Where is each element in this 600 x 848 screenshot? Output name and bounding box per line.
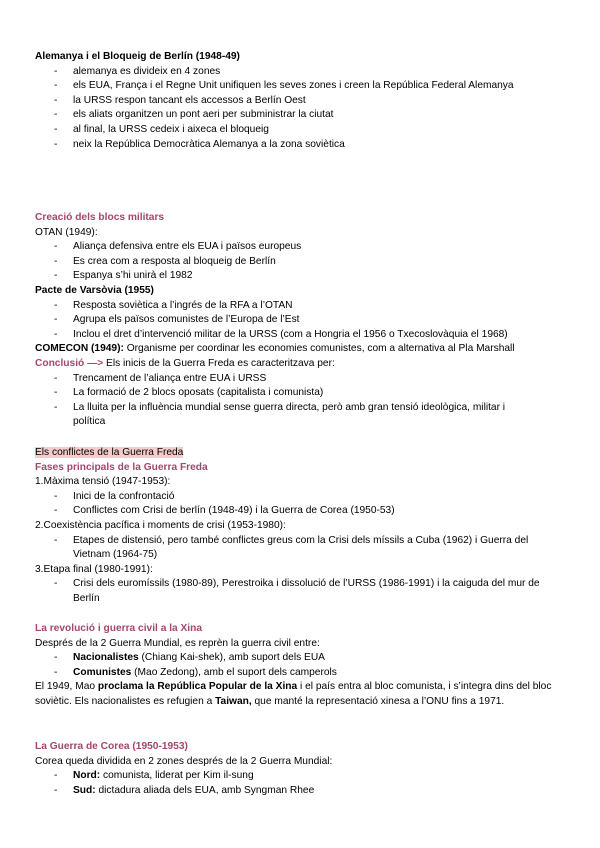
- section-berlin: [35, 50, 575, 152]
- bullet-dash: -: [54, 784, 58, 796]
- conclusio-text: Els inicis de la Guerra Freda es caracteritzava per:: [103, 357, 335, 369]
- bullet-dash: -: [54, 578, 58, 590]
- bullet-dash: -: [54, 401, 58, 413]
- xina-intro: Després de la 2 Guerra Mundial, es reprèn la guerra civil entre:: [35, 637, 320, 649]
- list-phase2: [35, 534, 575, 563]
- bullet-dash: -: [54, 328, 58, 340]
- heading-corea: La Guerra de Corea (1950-1953): [35, 741, 188, 752]
- bullet-dash: -: [54, 666, 58, 678]
- bullet-dash: -: [54, 505, 58, 517]
- bullet-dash: -: [54, 270, 58, 282]
- bullet-dash: -: [54, 652, 58, 664]
- list-item: - Aliança defensiva entre els EUA i països europeus: [35, 240, 575, 255]
- label-phase1: 1.Màxima tensió (1947-1953):: [35, 476, 171, 488]
- list-item: - Conflictes com Crisi de berlín (1948-49) i la Guerra de Corea (1950-53): [35, 504, 575, 519]
- list-item: - els aliats organitzen un pont aeri per subministrar la ciutat: [35, 108, 575, 123]
- section-blocs: [35, 211, 575, 430]
- section-conflictes: [35, 446, 575, 607]
- conclusio-line: [35, 357, 575, 372]
- bullet-dash: -: [54, 241, 58, 253]
- heading-fases: Fases principals de la Guerra Freda: [35, 461, 208, 473]
- corea-intro: Corea queda dividida en 2 zones després de la 2 Guerra Mundial:: [35, 755, 333, 767]
- list-item: - La lluita per la influència mundial sense guerra directa, però amb gran tensió ideològica, militar i política: [54, 401, 506, 428]
- label-phase3: 3.Etapa final (1980-1991):: [35, 563, 153, 575]
- label-conclusio: Conclusió —>: [35, 357, 104, 369]
- section-corea: [35, 740, 575, 798]
- list-item: - al final, la URSS cedeix i aixeca el bloqueig: [35, 123, 575, 138]
- bullet-dash: -: [54, 770, 58, 782]
- heading-blocs: Creació dels blocs militars: [35, 212, 165, 223]
- bullet-dash: -: [54, 299, 58, 311]
- label-phase2: 2.Coexistència pacífica i moments de crisi (1953-1980):: [35, 519, 286, 531]
- list-item: - Es crea com a resposta al bloqueig de Berlín: [35, 255, 575, 270]
- list-conclusio: [35, 372, 575, 430]
- bullet-dash: -: [54, 534, 58, 546]
- list-item: - Crisi dels euromíssils (1980-89), Perestroika i dissolució de l’URSS (1986-1991) i la caiguda del mur de Berlín: [54, 578, 540, 604]
- bullet-dash: -: [54, 387, 58, 399]
- heading-berlin: Alemanya i el Bloqueig de Berlín (1948-49): [35, 51, 240, 62]
- bullet-dash: -: [54, 255, 58, 267]
- list-item: - Resposta soviètica a l’ingrés de la RFA a l’OTAN: [35, 299, 575, 314]
- bullet-dash: -: [54, 138, 58, 150]
- highlight-conflictes: Els conflictes de la Guerra Freda: [35, 447, 184, 458]
- list-item: - neix la República Democràtica Alemanya a la zona soviètica: [35, 138, 575, 153]
- list-item: - Nacionalistes (Chiang Kai-shek), amb suport dels EUA: [35, 651, 575, 666]
- list-xina: [35, 651, 575, 680]
- bullet-dash: -: [54, 314, 58, 326]
- list-item: - Comunistes (Mao Zedong), amb el suport dels camperols: [35, 666, 575, 681]
- bullet-dash: -: [54, 94, 58, 106]
- list-item: - Trencament de l’aliança entre EUA i URSS: [35, 372, 575, 387]
- list-corea: [35, 769, 575, 798]
- label-otan: OTAN (1949):: [35, 226, 98, 238]
- list-item: - els EUA, França i el Regne Unit unifiquen les seves zones i creen la República Federal Alemanya: [35, 79, 575, 94]
- bullet-dash: -: [54, 65, 58, 77]
- list-berlin: [35, 65, 575, 153]
- xina-paragraph: El 1949, Mao proclama la República Popular de la Xina i el país entra al bloc comunista, i s’integra dins del bloc soviètic. Els nacionalistes es refugien a Taiwan, que manté la representació xinesa a l’ONU fins a 1971.: [35, 681, 552, 707]
- bullet-dash: -: [54, 123, 58, 135]
- list-item: - Inici de la confrontació: [35, 490, 575, 505]
- list-otan: [35, 240, 575, 284]
- bullet-dash: -: [54, 109, 58, 121]
- list-phase1: [35, 490, 575, 519]
- section-xina: [35, 622, 575, 710]
- list-item: - La formació de 2 blocs oposats (capitalista i comunista): [35, 386, 575, 401]
- list-item: - la URSS respon tancant els accessos a Berlín Oest: [35, 94, 575, 109]
- bullet-dash: -: [54, 490, 58, 502]
- list-item: - Etapes de distensió, pero també conflictes greus com la Crisi dels míssils a Cuba (1962) i Guerra del Vietnam (1964-75): [54, 534, 529, 561]
- heading-xina: La revolució i guerra civil a la Xina: [35, 623, 203, 634]
- list-item: - Nord: comunista, liderat per Kim il-sung: [35, 769, 575, 784]
- list-item: - Sud: dictadura aliada dels EUA, amb Syngman Rhee: [35, 784, 575, 799]
- comecon-text: Organisme per coordinar les economies comunistes, com a alternativa al Pla Marshall: [123, 343, 515, 355]
- label-comecon: COMECON (1949):: [35, 343, 124, 355]
- label-varsovia: Pacte de Varsòvia (1955): [35, 284, 154, 296]
- list-item: - Espanya s’hi unirà el 1982: [35, 269, 575, 284]
- bullet-dash: -: [54, 80, 58, 92]
- list-varsovia: [35, 299, 575, 343]
- list-item: - Agrupa els països comunistes de l’Europa de l’Est: [35, 313, 575, 328]
- list-phase3: [35, 577, 575, 606]
- list-item: - Inclou el dret d’intervenció militar de la URSS (com a Hongria el 1956 o Txecoslovàquia el 1968): [35, 328, 575, 343]
- highlight-line: [35, 446, 575, 461]
- comecon-line: [35, 342, 575, 357]
- bullet-dash: -: [54, 372, 58, 384]
- list-item: - alemanya es divideix en 4 zones: [35, 65, 575, 80]
